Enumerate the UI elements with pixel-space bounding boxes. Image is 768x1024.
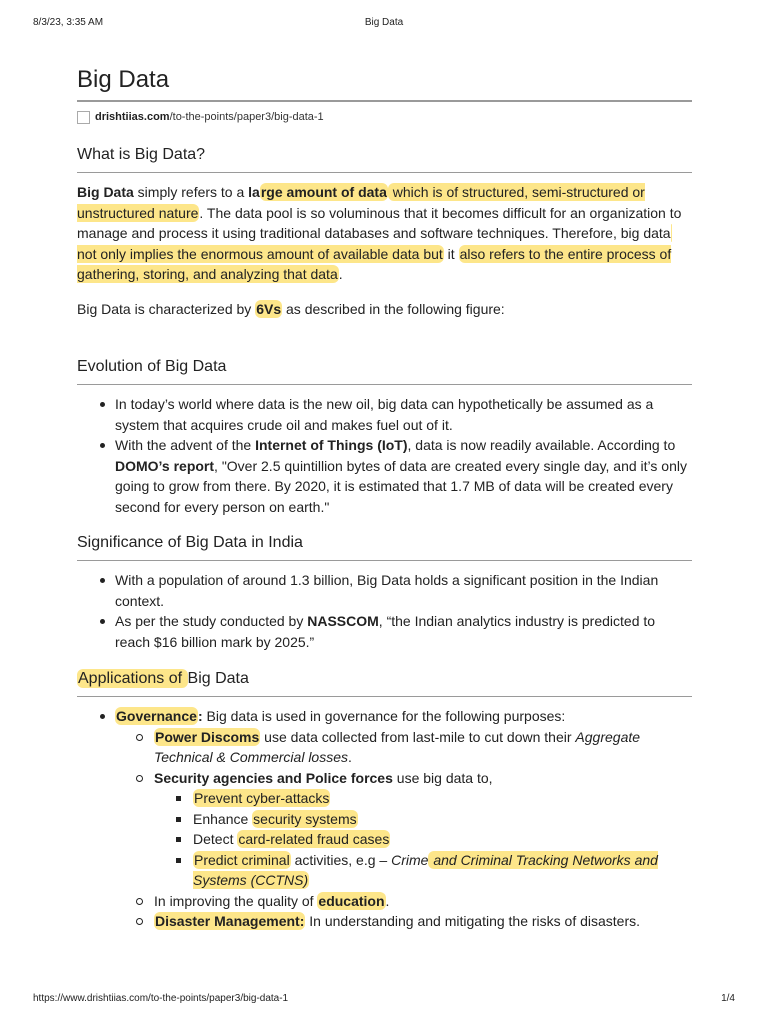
- page-number: 1/4: [721, 993, 735, 1004]
- highlight-security-systems: security systems: [253, 810, 357, 827]
- print-footer-url[interactable]: https://www.drishtiias.com/to-the-points/paper3/big-data-1: [33, 993, 289, 1004]
- term-big-data: Big Data: [77, 184, 134, 200]
- term-domo-report: DOMO’s report: [115, 457, 215, 474]
- security-sublist: [154, 788, 692, 891]
- list-item: Predict criminal activities, e.g – Crime and Criminal Tracking Networks and Systems (CCTNS): [154, 850, 692, 891]
- highlight-power-discoms: Power Discoms: [155, 728, 260, 745]
- list-item-education: In improving the quality of education.: [115, 891, 692, 912]
- heading-applications: Applications of Big Data: [77, 668, 692, 697]
- heading-what-is-big-data: What is Big Data?: [77, 144, 692, 173]
- favicon-icon: [77, 111, 90, 124]
- list-item-power-discoms: Power Discoms use data collected from last-mile to cut down their Aggregate Technical & Commercial losses.: [115, 727, 692, 768]
- highlight-structured: which is of structured, semi-structured or unstructured nature: [77, 184, 645, 221]
- highlight-disaster-management: Disaster Management:: [155, 913, 305, 929]
- highlight-6vs: 6Vs: [256, 300, 282, 317]
- governance-sublist: [115, 727, 692, 932]
- highlight-not-only: not only implies the enormous amount of available data but: [77, 224, 672, 263]
- highlight-education: education: [318, 892, 385, 909]
- list-item: As per the study conducted by NASSCOM, “the Indian analytics industry is predicted to reach $16 billion mark by 2025.”: [77, 611, 692, 652]
- highlight-applications-of: Applications of: [78, 670, 187, 687]
- source-path[interactable]: /to-the-points/paper3/big-data-1: [169, 111, 324, 123]
- intro-paragraph: Big Data simply refers to a large amount of data which is of structured, semi-structured or unstructured nature. The data pool is so voluminous that it becomes difficult for an organization to manage and process it using traditional databases and software techniques. Therefore, big data not only implies the enormous amount of available data but it also refers to the entire process of gathering, storing, and analyzing that data.: [77, 184, 682, 282]
- significance-list: [77, 570, 692, 652]
- six-vs-paragraph: Big Data is characterized by 6Vs as described in the following figure:: [77, 300, 505, 317]
- print-header: [33, 17, 735, 31]
- list-item: [154, 788, 692, 809]
- highlight-cctns: and Criminal Tracking Networks and Systems (CCTNS): [193, 851, 658, 888]
- list-item: In today’s world where data is the new oil, big data can hypothetically be assumed as a system that acquires crude oil and makes fuel out of it.: [77, 394, 692, 435]
- list-item-security: Security agencies and Police forces use big data to, Prevent cyber-attacks Enhance security systems Detect card-related fraud cases Predict criminal activities, e.g – Crime and Criminal Tracking Networks and Systems (CCTNS): [115, 768, 692, 891]
- list-item: Detect card-related fraud cases: [154, 829, 692, 850]
- article-title: Big Data: [77, 64, 692, 102]
- evolution-list: [77, 394, 692, 517]
- term-nasscom: NASSCOM: [307, 613, 379, 629]
- print-footer: [33, 993, 735, 1005]
- list-item: With a population of around 1.3 billion, Big Data holds a significant position in the Indian context.: [77, 570, 692, 611]
- article: [77, 64, 692, 932]
- term-iot: Internet of Things (IoT): [255, 437, 408, 453]
- highlight-prevent-cyber: Prevent cyber-attacks: [194, 790, 330, 806]
- print-timestamp: 8/3/23, 3:35 AM: [33, 17, 104, 28]
- heading-significance: Significance of Big Data in India: [77, 532, 692, 561]
- highlight-card-fraud: card-related fraud cases: [238, 831, 390, 847]
- highlight-large-amount: rge amount of data: [260, 184, 387, 200]
- heading-evolution: Evolution of Big Data: [77, 356, 692, 385]
- source-link-row[interactable]: [77, 107, 692, 127]
- print-page-title: Big Data: [364, 17, 404, 28]
- highlight-governance: Governance: [116, 708, 197, 724]
- term-security-agencies: Security agencies and Police forces: [154, 769, 393, 786]
- highlight-entire-process: also refers to the entire process of gathering, storing, and analyzing that data: [77, 245, 672, 282]
- highlight-predict-criminal: Predict criminal: [194, 851, 290, 868]
- source-domain[interactable]: drishtiias.com: [95, 111, 170, 123]
- list-item-governance: Governance: Big data is used in governance for the following purposes: Power Discoms use data collected from last-mile to cut down their Aggregate Technical & Commercial losses. Security agencies and Police forces use big data to, Prevent cyber-attacks Enhance security systems Detect card-related fraud cases Predict criminal activities, e.g – Crime and Criminal Tracking Networks and Systems (CCTNS) In improving the quality of education. Disaster Management: In understanding and mitigating the risks of disasters.: [77, 706, 692, 932]
- list-item: With the advent of the Internet of Things (IoT), data is now readily available. According to DOMO’s report, "Over 2.5 quintillion bytes of data are created every single day, and it’s only going to grow from there. By 2020, it is estimated that 1.7 MB of data will be created every second for every person on earth.": [77, 435, 692, 517]
- list-item-disaster: Disaster Management: In understanding and mitigating the risks of disasters.: [115, 911, 692, 932]
- list-item: Enhance security systems: [154, 809, 692, 830]
- applications-list: [77, 706, 692, 932]
